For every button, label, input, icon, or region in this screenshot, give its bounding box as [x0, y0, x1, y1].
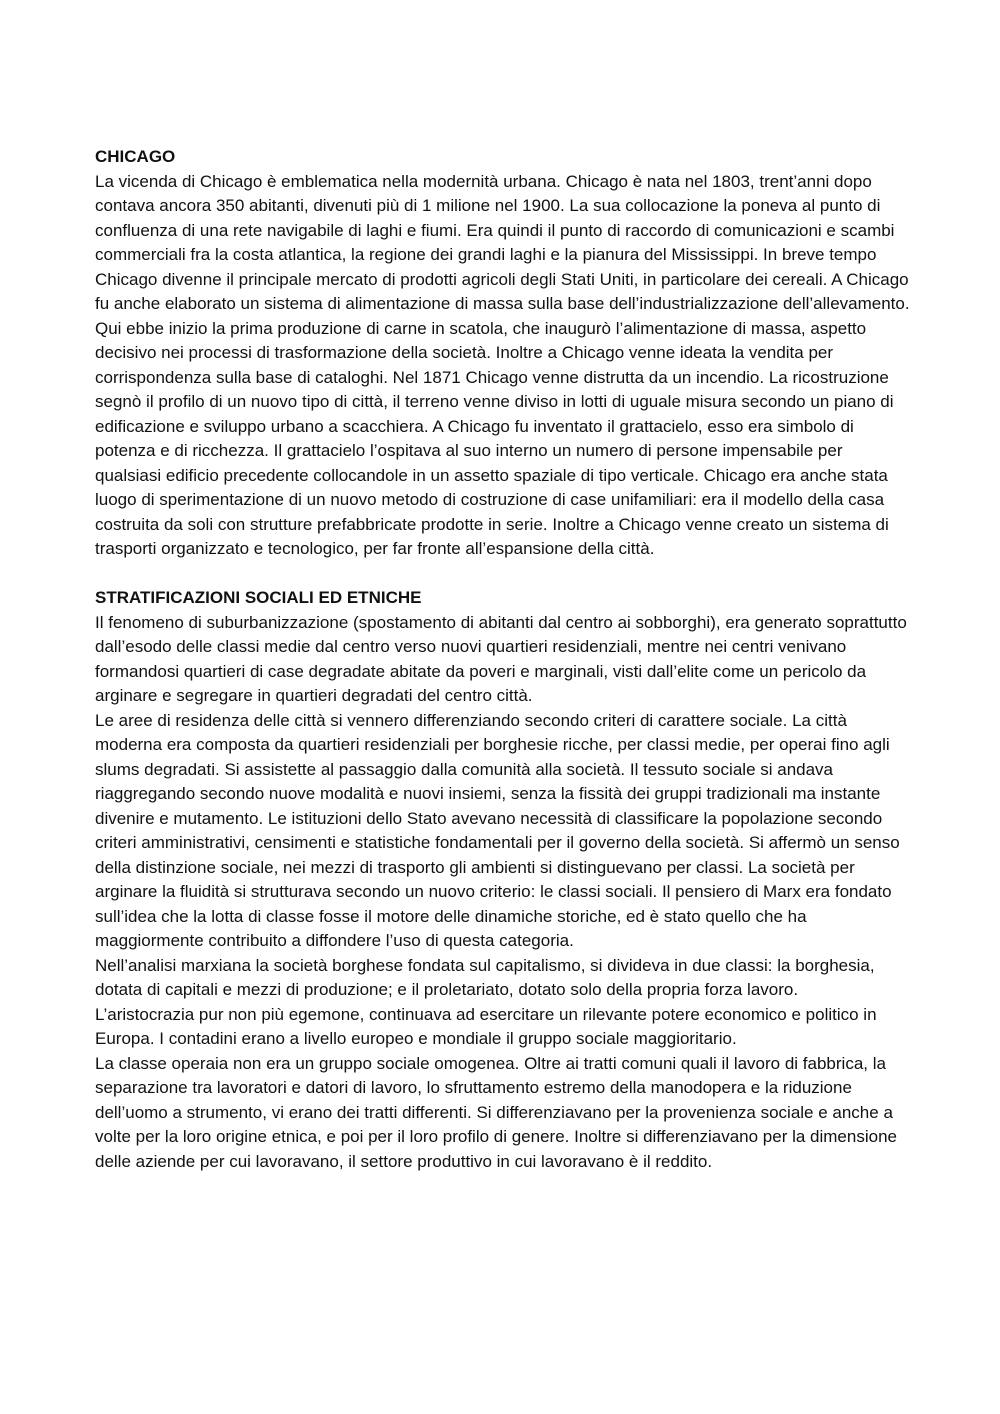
document-page — [95, 145, 910, 1174]
stratificazioni-paragraph-5: La classe operaia non era un gruppo sociale omogenea. Oltre ai tratti comuni quali il lavoro di fabbrica, la separazione tra lavoratori e datori di lavoro, lo sfruttamento estremo della manodopera e la riduzione dell’uomo a strumento, vi erano dei tratti differenti. Si differenziavano per la provenienza sociale e anche a volte per la loro origine etnica, e poi per il loro profilo di genere. Inoltre si differenziavano per la dimensione delle aziende per cui lavoravano, il settore produttivo in cui lavoravano è il reddito. — [95, 1053, 897, 1171]
stratificazioni-paragraph-4: L’aristocrazia pur non più egemone, continuava ad esercitare un rilevante potere economico e politico in Europa. I contadini erano a livello europeo e mondiale il gruppo sociale maggioritario. — [95, 1004, 877, 1048]
stratificazioni-paragraph-2: Le aree di residenza delle città si vennero differenziando secondo criteri di carattere sociale. La città moderna era composta da quartieri residenziali per borghesie ricche, per classi medie, per operai fino agli slums degradati. Si assistette al passaggio dalla comunità alla società. Il tessuto sociale si andava riaggregando secondo nuove modalità e nuovi insiemi, senza la fissità dei gruppi tradizionali ma instante divenire e mutamento. Le istituzioni dello Stato avevano necessità di classificare la popolazione secondo criteri amministrativi, censimenti e statistiche fondamentali per il governo della società. Si affermò un senso della distinzione sociale, nei mezzi di trasporto gli ambienti si distinguevano per classi. La società per arginare la fluidità si strutturava secondo un nuovo criterio: le classi sociali. Il pensiero di Marx era fondato sull’idea che la lotta di classe fosse il motore delle dinamiche storiche, ed è stato quello che ha maggiormente contribuito a diffondere l’uso di questa categoria. — [95, 710, 900, 950]
stratificazioni-paragraph-1: Il fenomeno di suburbanizzazione (spostamento di abitanti dal centro ai sobborghi), era generato soprattutto dall’esodo delle classi medie dal centro verso nuovi quartieri residenziali, mentre nei centri venivano formandosi quartieri di case degradate abitate da poveri e marginali, visti dall’elite come un pericolo da arginare e segregare in quartieri degradati del centro città. — [95, 612, 907, 705]
chicago-paragraph: La vicenda di Chicago è emblematica nella modernità urbana. Chicago è nata nel 1803, trent’anni dopo contava ancora 350 abitanti, divenuti più di 1 milione nel 1900. La sua collocazione la poneva al punto di confluenza di una rete navigabile di laghi e fiumi. Era quindi il punto di raccordo di comunicazioni e scambi commerciali fra la costa atlantica, la regione dei grandi laghi e la pianura del Mississippi. In breve tempo Chicago divenne il principale mercato di prodotti agricoli degli Stati Uniti, in particolare dei cereali. A Chicago fu anche elaborato un sistema di alimentazione di massa sulla base dell’industrializzazione dell’allevamento. Qui ebbe inizio la prima produzione di carne in scatola, che inaugurò l’alimentazione di massa, aspetto decisivo nei processi di trasformazione della società. Inoltre a Chicago venne ideata la vendita per corrispondenza sulla base di cataloghi. Nel 1871 Chicago venne distrutta da un incendio. La ricostruzione segnò il profilo di un nuovo tipo di città, il terreno venne diviso in lotti di uguale misura secondo un piano di edificazione e sviluppo urbano a scacchiera. A Chicago fu inventato il grattacielo, esso era simbolo di potenza e di ricchezza. Il grattacielo l’ospitava al suo interno un numero di persone impensabile per qualsiasi edificio precedente collocandole in un assetto spaziale di tipo verticale. Chicago era anche stata luogo di sperimentazione di un nuovo metodo di costruzione di case unifamiliari: era il modello della casa costruita da soli con strutture prefabbricate prodotte in serie. Inoltre a Chicago venne creato un sistema di trasporti organizzato e tecnologico, per far fronte all’espansione della città. — [95, 171, 910, 558]
stratificazioni-paragraph-3: Nell’analisi marxiana la società borghese fondata sul capitalismo, si divideva in due classi: la borghesia, dotata di capitali e mezzi di produzione; e il proletariato, dotato solo della propria forza lavoro. — [95, 955, 875, 999]
section-heading-chicago: CHICAGO — [95, 147, 176, 166]
section-heading-stratificazioni: STRATIFICAZIONI SOCIALI ED ETNICHE — [95, 588, 422, 607]
section-spacer — [95, 562, 910, 587]
